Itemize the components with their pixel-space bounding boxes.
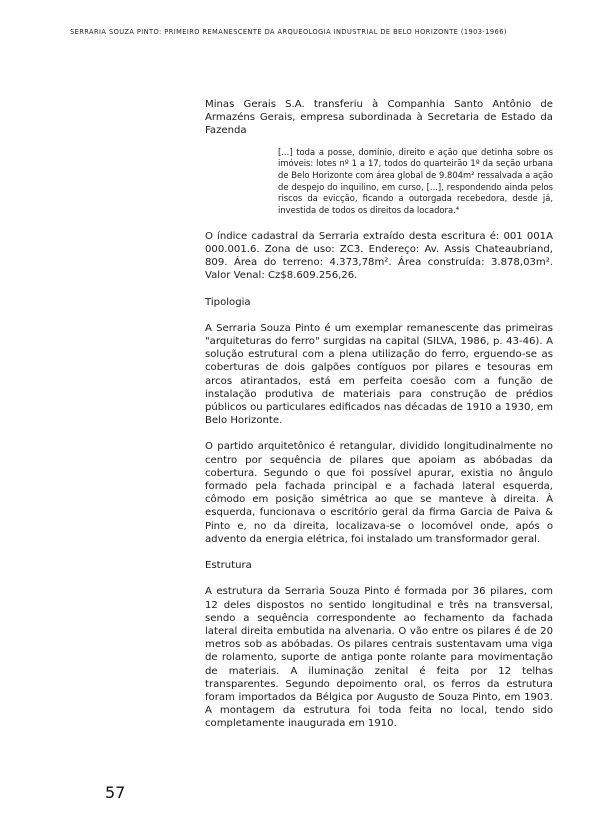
heading-estrutura: Estrutura — [205, 560, 252, 572]
paragraph-transfer: Minas Gerais S.A. transferiu à Companhia Santo Antônio de Armazéns Gerais, empresa subordinada à Secretaria de Estado da Fazenda — [205, 99, 553, 137]
running-header: SERRARIA SOUZA PINTO: PRIMEIRO REMANESCENTE DA ARQUEOLOGIA INDUSTRIAL DE BELO HORIZONTE (1903-1966) — [70, 28, 507, 36]
paragraph-tipologia-1: A Serraria Souza Pinto é um exemplar remanescente das primeiras "arquiteturas do ferro" surgidas na capital (SILVA, 1986, p. 43-46). A solução estrutural com a plena utilização do ferro, erguendo-se as coberturas de dois galpões contíguos por pilares e tesouras em arcos atirantados, está em perfeita coesão com a função de instalação produtiva de materiais para construção de prédios públicos ou particulares edificados nas décadas de 1910 a 1930, em Belo Horizonte. — [205, 322, 553, 427]
block-quote: [...] toda a posse, domínio, direito e ação que detinha sobre os imóveis: lotes nº 1 a 17, todos do quarteirão 1º da seção urbana de Belo Horizonte com área global de 9.804m² ressalvada a ação de despejo do inquilino, em curso, [...], respondendo ainda pelos riscos da evicção, ficando a outorgada recebedora, desde já, investida de todos os direitos da locadora.⁴ — [278, 146, 553, 216]
paragraph-tipologia-2: O partido arquitetônico é retangular, dividido longitudinalmente no centro por sequência de pilares que apoiam as abóbadas da cobertura. Segundo o que foi possível apurar, existia no ângulo formado pela fachada principal e a fachada lateral esquerda, cômodo em posição simétrica ao que se manteve à direita. À esquerda, funcionava o escritório geral da firma Garcia de Paiva & Pinto e, no da direita, localizava-se o locomóvel onde, após o advento da energia elétrica, foi instalado um transformador geral. — [205, 441, 553, 545]
heading-tipologia: Tipologia — [205, 296, 251, 308]
paragraph-estrutura: A estrutura da Serraria Souza Pinto é formada por 36 pilares, com 12 deles dispostos no sentido longitudinal e três na transversal, sendo a sequência correspondente ao fechamento da fachada lateral direita embutida na alvenaria. O vão entre os pilares é de 20 metros sob as abóbadas. Os pilares centrais sustentavam uma viga de rolamento, suporte de antiga ponte rolante para movimentação de materiais. A iluminação zenital é feita por 12 telhas transparentes. Segundo depoimento oral, os ferros da estrutura foram importados da Bélgica por Augusto de Souza Pinto, em 1903. A montagem da estrutura foi toda feita no local, tendo sido completamente inaugurada em 1910. — [205, 586, 553, 730]
paragraph-cadastral: O índice cadastral da Serraria extraído desta escritura é: 001 001A 000.001.6. Zona de uso: ZC3. Endereço: Av. Assis Chateaubriand, 809. Área do terreno: 4.373,78m². Área construída: 3.878,03m². Valor Venal: Cz$8.609.256,26. — [205, 230, 553, 282]
page-number: 57 — [105, 783, 126, 802]
text-column — [205, 98, 553, 731]
